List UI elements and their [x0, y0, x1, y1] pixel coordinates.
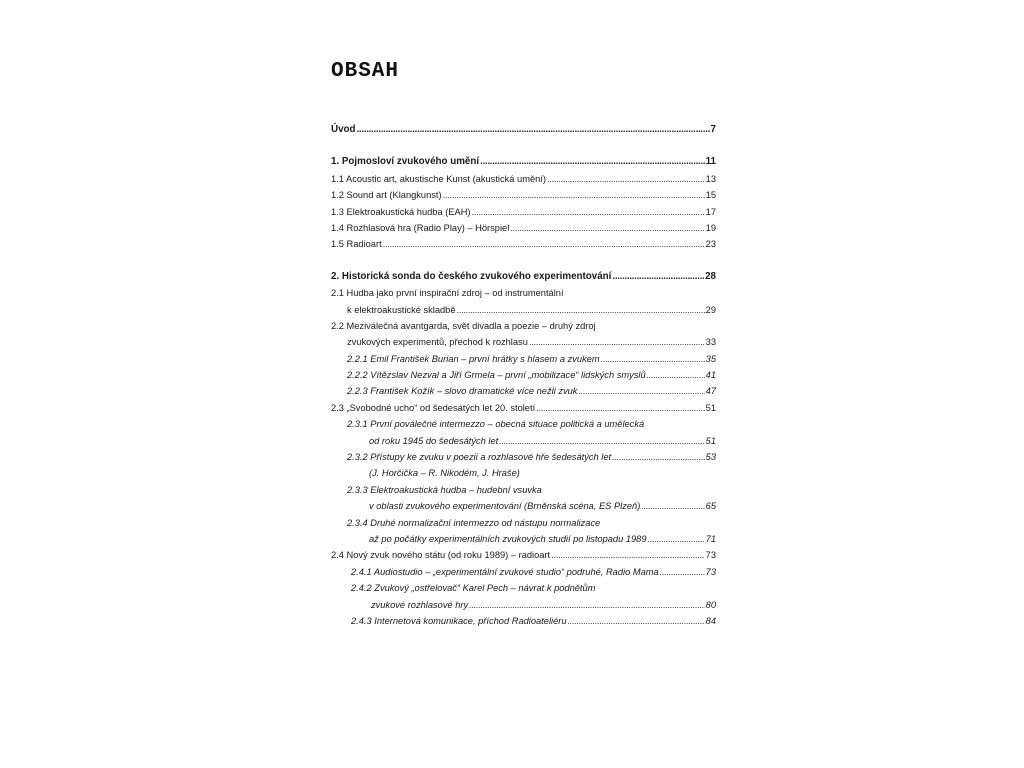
toc-entry-title: 2.4 Nový zvuk nového státu (od roku 1989) – radioart	[331, 550, 551, 561]
toc-entry	[331, 449, 716, 465]
toc-entry	[331, 613, 716, 629]
toc-leader-dots	[472, 204, 705, 220]
toc-page-number: 51	[705, 435, 716, 446]
toc-entry-title: 2.2.1 Emil František Burian – první hrátky s hlasem a zvukem	[347, 353, 600, 364]
toc-leader-dots	[443, 187, 705, 203]
toc-entry	[331, 531, 716, 547]
toc-entry	[331, 580, 716, 596]
toc-page-number: 7	[710, 124, 716, 135]
toc-entry	[331, 154, 716, 170]
toc-leader-dots	[457, 302, 705, 318]
toc-leader-dots	[510, 220, 704, 236]
toc-entry-title: k elektroakustické skladbě	[347, 304, 456, 315]
toc-leader-dots	[469, 597, 705, 613]
toc-leader-dots	[612, 269, 704, 285]
toc-entry-title: 2.3.1 První poválečné intermezzo – obecná situace politická a umělecká	[347, 419, 645, 430]
toc-entry-title: 2.4.1 Audiostudio – „experimentální zvukové studio“ podruhé, Radio Mama	[351, 566, 659, 577]
toc-page-number: 53	[705, 452, 716, 463]
toc-entry	[331, 187, 716, 203]
toc-leader-dots	[601, 351, 705, 367]
toc-page-number: 23	[705, 239, 716, 250]
toc-leader-dots	[529, 334, 705, 350]
toc-entry-title: 2.2.3 František Kožík – slovo dramatické více nežli zvuk	[347, 386, 578, 397]
toc-entry-title: 2.3.4 Druhé normalizační intermezzo od nástupu normalizace	[347, 517, 601, 528]
toc-entry-title: 2.3.3 Elektroakustická hudba – hudební vsuvka	[347, 484, 542, 495]
toc-page-number: 47	[705, 386, 716, 397]
toc-page-number: 65	[705, 501, 716, 512]
toc-entry	[331, 465, 716, 481]
toc-page-number: 11	[705, 156, 716, 168]
toc-page-number: 73	[705, 566, 716, 577]
toc-page-number: 19	[705, 222, 716, 233]
toc-entry-title: v oblasti zvukového experimentování (Brněnská scéna, ES Plzeň)	[369, 501, 641, 512]
toc-entry	[331, 269, 716, 285]
toc-entry	[331, 482, 716, 498]
toc-entry-title: 1. Pojmosloví zvukového umění	[331, 156, 480, 168]
toc-leader-dots	[383, 236, 705, 252]
toc-page-number: 15	[705, 190, 716, 201]
toc-entry	[331, 334, 716, 350]
toc-page-number: 17	[705, 206, 716, 217]
toc-entry-title: zvukové rozhlasové hry	[371, 599, 469, 610]
toc-page-number: 29	[705, 304, 716, 315]
toc-entry	[331, 220, 716, 236]
toc-entry	[331, 302, 716, 318]
toc-entry	[331, 351, 716, 367]
toc-entry	[331, 171, 716, 187]
toc-entry-title: zvukových experimentů, přechod k rozhlasu	[347, 337, 528, 348]
toc-entry	[331, 285, 716, 301]
toc-page-number: 13	[705, 173, 716, 184]
toc-entry	[331, 433, 716, 449]
toc-entry	[331, 318, 716, 334]
toc-leader-dots	[551, 547, 705, 563]
toc-leader-dots	[647, 367, 705, 383]
toc-entry-title: 2.4.3 Internetová komunikace, příchod Radioateliéru	[351, 615, 567, 626]
toc-entry	[331, 367, 716, 383]
toc-entry-title: 1.1 Acoustic art, akustische Kunst (akustická umění)	[331, 173, 546, 184]
toc-leader-dots	[499, 433, 704, 449]
toc-page-number: 71	[705, 533, 716, 544]
toc-entry	[331, 416, 716, 432]
toc-leader-dots	[357, 122, 710, 138]
toc-entry	[331, 515, 716, 531]
toc-page-number: 80	[705, 599, 716, 610]
toc-entry-title: 2.2.2 Vítězslav Nezval a Jiří Grmela – první „mobilizace“ lidských smyslů	[347, 370, 646, 381]
toc-entry	[331, 383, 716, 399]
toc-entry	[331, 564, 716, 580]
toc-leader-dots	[578, 383, 704, 399]
toc-entry-title: 1.4 Rozhlasová hra (Radio Play) – Hörspiel	[331, 222, 510, 233]
toc-page-number: 28	[705, 270, 716, 282]
toc-leader-dots	[547, 171, 705, 187]
toc-entry-title: 2.3.2 Přístupy ke zvuku v poezii a rozhlasové hře šedesátých let	[347, 452, 612, 463]
toc-leader-dots	[641, 498, 704, 514]
toc-entry-title: Úvod	[331, 124, 356, 135]
toc-entry-title: 2.2 Meziválečná avantgarda, svět divadla a poezie – druhý zdroj	[331, 320, 596, 331]
toc-page-number: 84	[705, 615, 716, 626]
toc-leader-dots	[480, 154, 705, 170]
toc-entry	[331, 547, 716, 563]
toc-entry	[331, 122, 716, 138]
toc-entry	[331, 498, 716, 514]
toc-page-number: 33	[705, 337, 716, 348]
toc-page-number: 51	[705, 402, 716, 413]
toc-entry	[331, 236, 716, 252]
toc-entry-title: 2. Historická sonda do českého zvukového experimentování	[331, 270, 612, 282]
toc-entry	[331, 400, 716, 416]
toc-entry-title: 1.3 Elektroakustická hudba (EAH)	[331, 206, 471, 217]
toc-leader-dots	[536, 400, 705, 416]
toc-entry-title: 2.4.2 Zvukový „ostřelovač“ Karel Pech – návrat k podnětům	[351, 583, 596, 594]
toc-entry-title: až po počátky experimentálních zvukových studií po listopadu 1989	[369, 533, 647, 544]
toc-page-number: 73	[705, 550, 716, 561]
toc-entry-title: 1.5 Radioart	[331, 239, 382, 250]
toc-entry-title: 2.1 Hudba jako první inspirační zdroj – od instrumentální	[331, 288, 564, 299]
toc-entry	[331, 597, 716, 613]
toc-entry-title: (J. Horčička – R. Nikodém, J. Hraše)	[369, 468, 520, 479]
toc-entry-title: 1.2 Sound art (Klangkunst)	[331, 190, 442, 201]
toc-leader-dots	[648, 531, 705, 547]
toc-leader-dots	[612, 449, 705, 465]
toc-page-number: 41	[705, 370, 716, 381]
page-title: OBSAH	[331, 60, 400, 83]
toc-leader-dots	[660, 564, 705, 580]
toc-page-number: 35	[705, 353, 716, 364]
table-of-contents	[331, 122, 716, 629]
toc-leader-dots	[568, 613, 705, 629]
toc-entry-title: od roku 1945 do šedesátých let	[369, 435, 499, 446]
toc-entry-title: 2.3 „Svobodné ucho“ od šedesátých let 20. století	[331, 402, 536, 413]
toc-entry	[331, 204, 716, 220]
